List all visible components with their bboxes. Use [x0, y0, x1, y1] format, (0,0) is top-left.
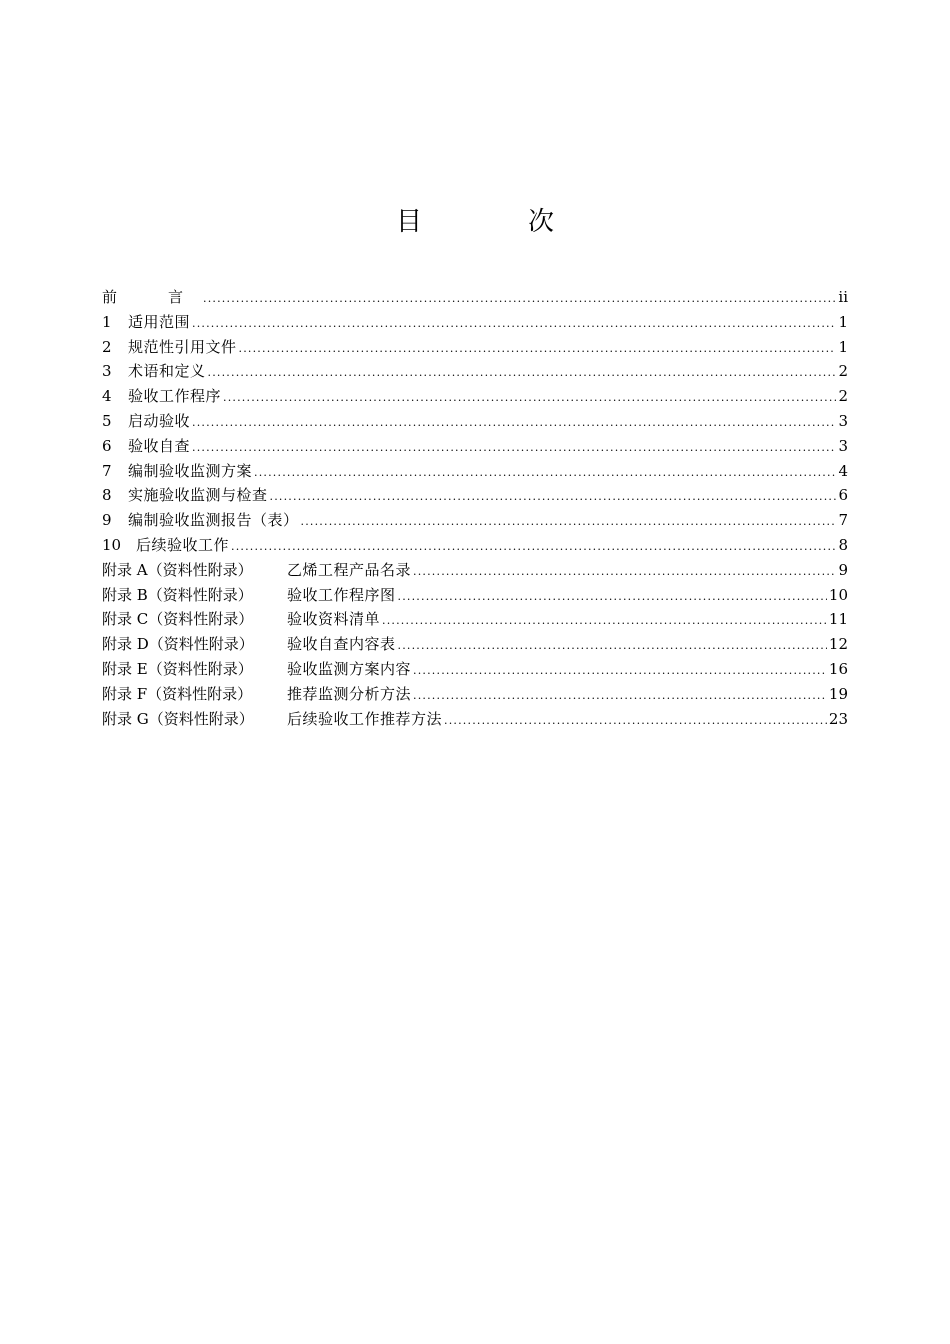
toc-entry-preface[interactable]	[102, 285, 848, 310]
toc-entry-text: 验收资料清单	[287, 610, 381, 629]
toc-entry-appendix-d[interactable]	[102, 632, 848, 657]
toc-entry-text: 前 言	[102, 288, 202, 306]
toc-entry-number: 5	[102, 411, 112, 430]
dot-leader	[208, 361, 837, 384]
toc-entry-page: 10	[828, 585, 848, 604]
toc-entry-number: 附录 B（资料性附录）	[102, 585, 253, 604]
toc-entry[interactable]	[102, 459, 848, 484]
toc-entry-appendix-b[interactable]	[102, 583, 848, 608]
toc-entry-number: 2	[102, 337, 112, 356]
toc-entry[interactable]	[102, 434, 848, 459]
toc-entry-page: 11	[828, 610, 848, 629]
toc-entry-page: ii	[838, 288, 848, 306]
toc-entry-text: 术语和定义	[128, 362, 206, 381]
toc-entry-appendix-e[interactable]	[102, 657, 848, 682]
toc-entry-text: 后续验收工作	[136, 535, 230, 554]
dot-leader	[444, 709, 827, 732]
toc-entry[interactable]	[102, 409, 848, 434]
toc-entry[interactable]	[102, 533, 848, 558]
toc-entry-text: 实施验收监测与检查	[128, 486, 268, 505]
toc-entry[interactable]	[102, 335, 848, 360]
dot-leader	[398, 634, 827, 657]
dot-leader	[192, 312, 836, 335]
toc-entry-text: 验收监测方案内容	[287, 659, 412, 678]
dot-leader	[382, 609, 827, 632]
toc-entry-number: 4	[102, 387, 112, 406]
toc-entry-text: 验收自查内容表	[287, 635, 396, 654]
toc-entry-number: 附录 G（资料性附录）	[102, 709, 254, 728]
dot-leader	[270, 485, 837, 508]
toc-entry-number: 附录 E（资料性附录）	[102, 659, 253, 678]
toc-entry-text: 验收工作程序图	[287, 585, 396, 604]
toc-entry[interactable]	[102, 359, 848, 384]
toc-entry-text: 规范性引用文件	[128, 337, 237, 356]
dot-leader	[203, 287, 836, 310]
toc-entry-page: 1	[838, 337, 848, 356]
toc-entry-text: 验收自查	[128, 436, 191, 455]
table-of-contents	[102, 285, 848, 731]
toc-entry-number: 9	[102, 511, 112, 530]
toc-entry-text: 后续验收工作推荐方法	[287, 709, 443, 728]
toc-entry-page: 4	[838, 461, 848, 480]
dot-leader	[239, 337, 837, 360]
toc-entry-page: 3	[838, 411, 848, 430]
toc-entry-number: 附录 F（资料性附录）	[102, 684, 253, 703]
toc-entry-appendix-c[interactable]	[102, 607, 848, 632]
toc-entry-number: 6	[102, 436, 112, 455]
toc-entry-page: 12	[828, 635, 848, 654]
toc-entry[interactable]	[102, 310, 848, 335]
toc-entry-number: 附录 D（资料性附录）	[102, 635, 254, 654]
toc-entry-text: 编制验收监测方案	[128, 461, 253, 480]
toc-entry-text: 适用范围	[128, 312, 191, 331]
toc-entry-number: 附录 A（资料性附录）	[102, 560, 253, 579]
dot-leader	[192, 411, 836, 434]
toc-entry-appendix-g[interactable]	[102, 707, 848, 732]
toc-entry-page: 16	[828, 659, 848, 678]
toc-entry-page: 7	[838, 511, 848, 530]
dot-leader	[301, 510, 837, 533]
dot-leader	[413, 684, 827, 707]
toc-entry-page: 1	[838, 312, 848, 331]
dot-leader	[413, 560, 836, 583]
toc-entry-number: 附录 C（资料性附录）	[102, 610, 254, 629]
toc-entry-page: 6	[838, 486, 848, 505]
toc-entry[interactable]	[102, 508, 848, 533]
toc-entry-number: 3	[102, 362, 112, 381]
toc-entry-appendix-f[interactable]	[102, 682, 848, 707]
toc-entry-appendix-a[interactable]	[102, 558, 848, 583]
toc-entry-number: 10	[102, 535, 122, 554]
toc-entry-number: 1	[102, 312, 112, 331]
dot-leader	[231, 535, 836, 558]
toc-entry-number: 7	[102, 461, 112, 480]
toc-entry-page: 2	[838, 387, 848, 406]
dot-leader	[192, 436, 836, 459]
dot-leader	[223, 386, 836, 409]
toc-entry-text: 乙烯工程产品名录	[287, 560, 412, 579]
toc-entry-text: 编制验收监测报告（表）	[128, 511, 299, 530]
toc-entry-text: 推荐监测分析方法	[287, 684, 412, 703]
toc-entry-text: 验收工作程序	[128, 387, 222, 406]
toc-entry-page: 9	[838, 560, 848, 579]
dot-leader	[413, 659, 827, 682]
toc-entry[interactable]	[102, 384, 848, 409]
dot-leader	[398, 585, 827, 608]
toc-title: 目 次	[395, 207, 594, 237]
toc-entry[interactable]	[102, 483, 848, 508]
toc-entry-page: 23	[828, 709, 848, 728]
toc-entry-page: 8	[838, 535, 848, 554]
toc-entry-page: 2	[838, 362, 848, 381]
toc-entry-page: 3	[838, 436, 848, 455]
dot-leader	[254, 461, 836, 484]
toc-entry-text: 启动验收	[128, 411, 191, 430]
toc-entry-number: 8	[102, 486, 112, 505]
toc-entry-page: 19	[828, 684, 848, 703]
